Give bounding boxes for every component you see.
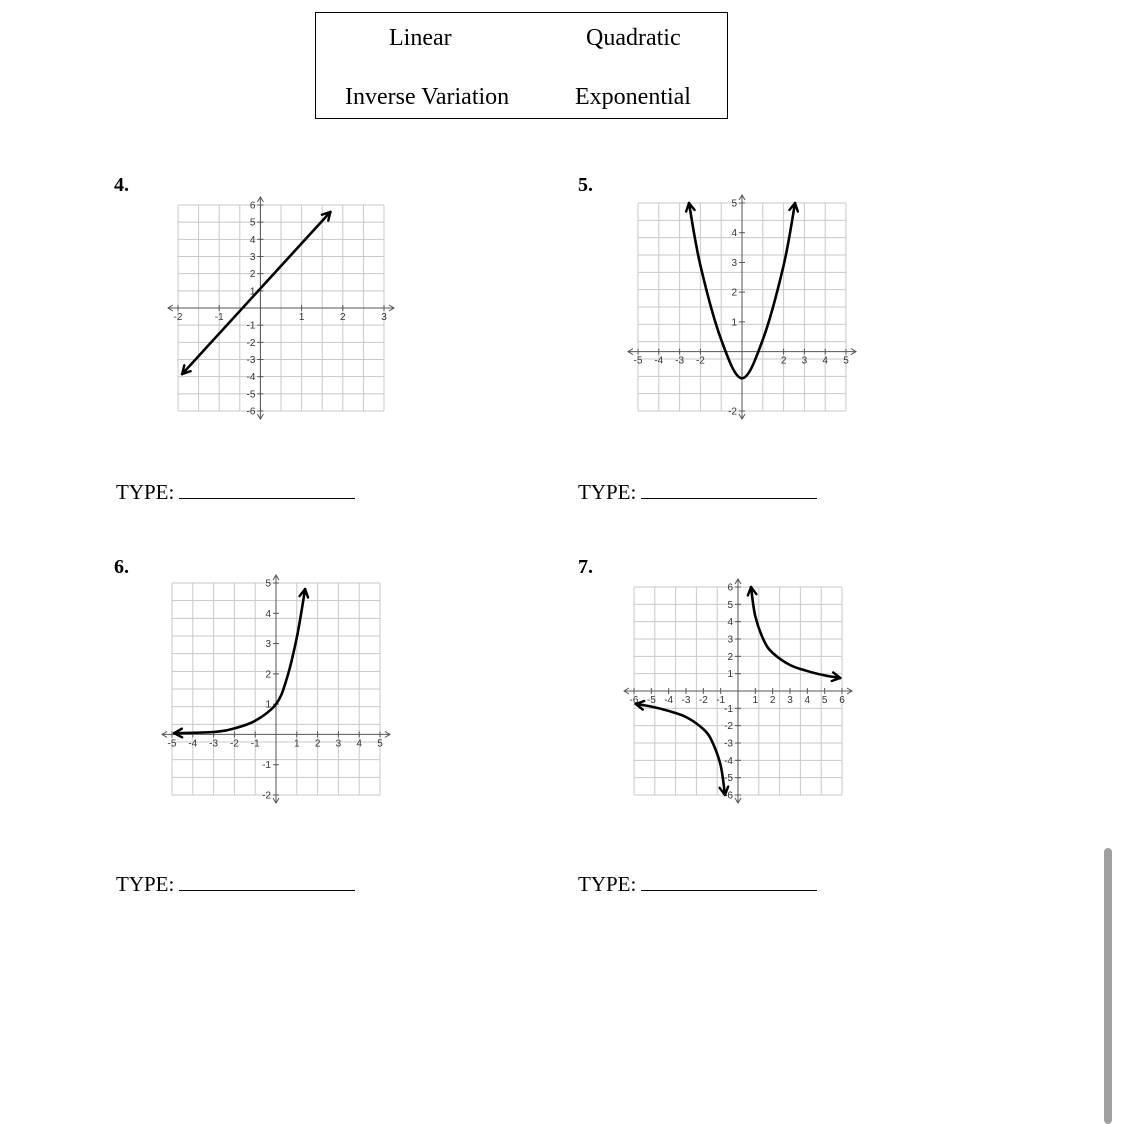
x-tick-label: 1 [298,312,305,323]
problem-number: 7. [578,556,593,578]
x-tick-label: -4 [664,695,674,706]
word-bank-item: Linear [389,25,452,51]
x-tick-label: 3 [381,312,387,323]
x-tick-label: 4 [822,355,828,367]
y-tick-label: -6 [724,790,733,802]
x-tick-label: -2 [229,738,239,750]
function-curve [751,587,840,678]
x-tick-label: -4 [188,738,198,750]
x-tick-label: 1 [294,738,300,750]
type-label: TYPE: [578,480,637,504]
word-bank-item: Quadratic [586,25,681,51]
y-tick-label: 1 [265,699,271,711]
y-tick-label: 3 [265,639,271,651]
type-answer-row [578,480,817,503]
word-bank-item: Inverse Variation [345,84,510,110]
y-tick-label: 3 [249,252,256,263]
graph-problem-7 [618,575,858,807]
y-tick-label: 3 [731,257,737,269]
scrollbar-thumb[interactable] [1104,848,1112,1124]
y-tick-label: -4 [246,372,256,384]
y-tick-label: -3 [724,738,733,750]
y-tick-label: 5 [249,217,256,229]
x-tick-label: -1 [214,312,224,323]
y-tick-label: 6 [249,200,256,212]
x-tick-label: 3 [801,355,808,367]
x-tick-label: 2 [314,738,321,750]
type-label: TYPE: [116,872,175,896]
y-tick-label: 4 [265,608,271,620]
type-answer-blank[interactable] [641,480,817,499]
graph-problem-5 [620,195,860,427]
y-tick-label: 5 [731,198,737,210]
x-tick-label: -2 [698,695,708,706]
graph-problem-6 [155,575,395,807]
type-label: TYPE: [116,480,175,504]
y-tick-label: 4 [727,617,733,629]
y-tick-label: 1 [727,669,733,681]
x-tick-label: -4 [654,355,664,367]
y-tick-label: 2 [249,269,256,281]
type-label: TYPE: [578,872,637,896]
y-tick-label: -1 [246,320,256,332]
y-tick-label: -1 [724,703,733,715]
x-tick-label: 4 [804,695,811,706]
y-tick-label: 1 [249,286,256,298]
word-bank [315,12,728,119]
type-answer-row [116,872,355,895]
y-tick-label: -6 [246,406,256,418]
y-tick-label: 4 [731,228,737,240]
x-tick-label: -6 [629,695,639,706]
x-tick-label: -1 [250,738,260,750]
y-tick-label: -3 [246,355,256,366]
y-tick-label: -5 [724,773,733,785]
type-answer-row [116,480,355,503]
word-bank-item: Exponential [575,84,691,110]
x-tick-label: 3 [335,738,342,750]
x-tick-label: -2 [695,355,705,367]
x-tick-label: -5 [646,695,656,706]
y-tick-label: 2 [265,669,271,681]
y-tick-label: -5 [246,389,256,401]
x-tick-label: 1 [752,695,759,706]
x-tick-label: -5 [167,738,177,750]
y-tick-label: -2 [724,721,733,733]
x-tick-label: -1 [716,695,726,706]
x-tick-label: 2 [769,695,776,706]
y-tick-label: 3 [727,634,733,646]
x-tick-label: -3 [209,738,219,750]
x-tick-label: 4 [356,738,362,750]
type-answer-blank[interactable] [179,872,355,891]
x-tick-label: 5 [843,355,849,367]
y-tick-label: 6 [727,582,733,594]
y-tick-label: 4 [249,234,256,246]
problem-number: 6. [114,556,129,578]
x-tick-label: -5 [633,355,643,367]
x-tick-label: -3 [675,355,685,367]
y-tick-label: -4 [724,755,733,767]
type-answer-blank[interactable] [179,480,355,499]
x-tick-label: 3 [787,695,793,706]
y-tick-label: 2 [731,287,737,299]
y-tick-label: 5 [265,578,271,590]
y-tick-label: -2 [728,406,737,418]
y-tick-label: -2 [262,790,271,802]
y-tick-label: -1 [262,760,271,772]
x-tick-label: 5 [377,738,383,750]
problem-number: 4. [114,174,129,196]
function-curve [636,704,725,795]
x-tick-label: -3 [681,695,691,706]
x-tick-label: 5 [821,695,828,706]
y-tick-label: 1 [731,317,737,329]
x-tick-label: 6 [839,695,845,706]
problem-number: 5. [578,174,593,196]
type-answer-blank[interactable] [641,872,817,891]
x-tick-label: -2 [173,312,183,323]
type-answer-row [578,872,817,895]
y-tick-label: -2 [246,337,256,349]
y-tick-label: 5 [727,599,733,611]
function-curve [174,589,305,733]
y-tick-label: 2 [727,651,733,663]
x-tick-label: 2 [340,312,346,323]
graph-problem-4 [160,195,400,427]
function-curve [182,212,330,374]
x-tick-label: 2 [780,355,787,367]
